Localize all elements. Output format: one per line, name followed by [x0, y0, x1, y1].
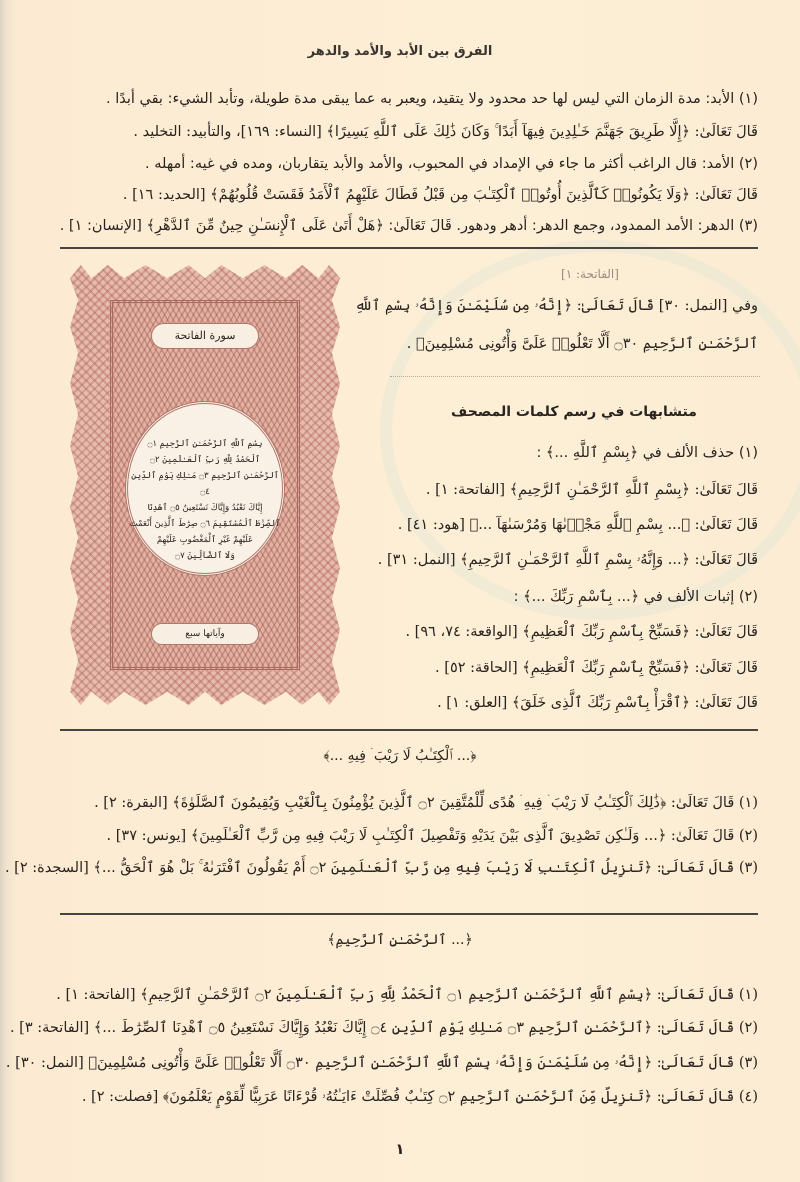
la-rayb-item-1: (١) قَالَ تَعَالَىٰ: ﴿ذَٰلِكَ ٱلْكِتَـٰبُ لَا رَيْبَ ۛ فِيهِ ۛ هُدًى لِّلْمُتَّقِينَ ۝٢ ٱلَّذِينَ يُؤْمِنُونَ بِٱلْغَيْبِ وَيُقِيمُونَ ٱلصَّلَوٰةَ﴾ [البقرة: ٢] . [94, 795, 758, 811]
rasm-item-2-verse-2: قَالَ تَعَالَىٰ: ﴿فَسَبِّحْ بِٱسْمِ رَبِّكَ ٱلْعَظِيمِ﴾ [الحاقة: ٥٢] . [435, 660, 758, 676]
divider-top [60, 247, 758, 249]
fatiha-illumination [60, 255, 350, 715]
rahman-item-2: (٢) قَالَ تَعَالَىٰ: ﴿ٱلرَّحْمَـٰنِ ٱلرَّحِيمِ ۝٣ مَـٰلِكِ يَوْمِ ٱلدِّينِ ۝٤ إِيَّاكَ نَعْبُدُ وَإِيَّاكَ نَسْتَعِينُ ۝٥ ٱهْدِنَا ٱلصِّرَٰطَ ...﴾ [الفاتحة: ٣] . [9, 1020, 758, 1036]
footnote-line-3: (٢) الأمد: قال الراغب أكثر ما جاء في الإمداد في المحبوب، والأمد والأبد يتقاربان، ومده في غيه: أمهله . [145, 156, 758, 172]
rahman-item-1: (١) قَالَ تَعَالَىٰ: ﴿بِسْمِ ٱللَّهِ ٱلرَّحْمَـٰنِ ٱلرَّحِيمِ ۝١ ٱلْحَمْدُ لِلَّهِ رَبِّ ٱلْعَـٰلَمِينَ ۝٢ ٱلرَّحْمَـٰنِ ٱلرَّحِيمِ﴾ [الفاتحة: ١] . [56, 987, 758, 1003]
footnote-line-1: (١) الأبد: مدة الزمان التي ليس لها حد محدود ولا يتقيد، ويعبر به عما يبقى مدة طويلة، وتأبد الشيء: بقي أبدًا . [105, 91, 758, 107]
dotted-separator [390, 376, 760, 377]
right-line-1: وفي [النمل: ٣٠] قَالَ تَعَالَىٰ: ﴿إِنَّهُۥ مِن سُلَيْمَـٰنَ وَإِنَّهُۥ بِسْمِ ٱللَّهِ [354, 298, 758, 314]
divider-middle [60, 729, 758, 731]
page-number: ١ [395, 1140, 405, 1158]
section-title-rahman-rahim: ﴿... ٱلرَّحْمَـٰنِ ٱلرَّحِيمِ﴾ [327, 932, 473, 948]
ornament-frame [110, 300, 300, 670]
section-title-la-rayb: ﴿... ٱلْكِتَـٰبُ لَا رَيْبَ ۛ فِيهِ ...﴾ [323, 748, 477, 764]
la-rayb-item-3: (٣) قَالَ تَعَالَىٰ: ﴿تَنزِيلُ ٱلْكِتَـٰبِ لَا رَيْبَ فِيهِ مِن رَّبِّ ٱلْعَـٰلَمِينَ ۝٢ أَمْ يَقُولُونَ ٱفْتَرَىٰهُ ۚ بَلْ هُوَ ٱلْحَقُّ ...﴾ [السجدة: ٢] . [4, 860, 758, 876]
verse-line: عَلَيْهِمْ غَيْرِ ٱلْمَغْضُوبِ عَلَيْهِمْ [156, 535, 254, 545]
rasm-item-1-verse-1: قَالَ تَعَالَىٰ: ﴿بِسْمِ ٱللَّهِ ٱلرَّحْمَـٰنِ ٱلرَّحِيمِ﴾ [الفاتحة: ١] . [425, 482, 758, 498]
rahman-item-3: (٣) قَالَ تَعَالَىٰ: ﴿إِنَّهُۥ مِن سُلَيْمَـٰنَ وَإِنَّهُۥ بِسْمِ ٱللَّهِ ٱلرَّحْمَـٰنِ ٱلرَّحِيمِ ۝٣٠ أَلَّا تَعْلُوا۟ عَلَىَّ وَأْتُونِى مُسْلِمِينَ﴾ [النمل: ٣٠] . [5, 1055, 758, 1071]
rasm-item-2-verse-1: قَالَ تَعَالَىٰ: ﴿فَسَبِّحْ بِٱسْمِ رَبِّكَ ٱلْعَظِيمِ﴾ [الواقعة: ٧٤، ٩٦] . [405, 624, 758, 640]
rasm-item-2-verse-3: قَالَ تَعَالَىٰ: ﴿ٱقْرَأْ بِٱسْمِ رَبِّكَ ٱلَّذِى خَلَقَ﴾ [العلق: ١] . [437, 695, 758, 711]
rahman-item-4: (٤) قَالَ تَعَالَىٰ: ﴿تَنزِيلٌ مِّنَ ٱلرَّحْمَـٰنِ ٱلرَّحِيمِ ۝٢ كِتَـٰبٌ فُصِّلَتْ ءَايَـٰتُهُۥ قُرْءَانًا عَرَبِيًّا لِّقَوْمٍ يَعْلَمُونَ﴾ [فصلت: ٢] . [81, 1089, 758, 1105]
verse-line: ٱلرَّحْمَـٰنِ ٱلرَّحِيمِ ۝٣ مَـٰلِكِ يَوْمِ ٱلدِّينِ ۝٤ [131, 471, 279, 497]
ref-fatiha: [الفاتحة: ١] [561, 267, 619, 281]
surah-title: سورة الفاتحة [151, 323, 259, 349]
verse-line: ٱلْحَمْدُ لِلَّهِ رَبِّ ٱلْعَـٰلَمِينَ ۝٢ [149, 455, 260, 465]
verse-line: ٱلصِّرَٰطَ ٱلْمُسْتَقِيمَ ۝٦ صِرَٰطَ ٱلَّذِينَ أَنْعَمْتَ [129, 519, 281, 529]
footnote-line-4: قَالَ تَعَالَىٰ: ﴿وَلَا يَكُونُوا۟ كَٱلَّذِينَ أُوتُوا۟ ٱلْكِتَـٰبَ مِن قَبْلُ فَطَالَ عَلَيْهِمُ ٱلْأَمَدُ فَقَسَتْ قُلُوبُهُمْ﴾ [الحديد: ١٦] . [122, 187, 758, 203]
surah-medallion [125, 401, 285, 576]
surah-footer: وآياتها سبع [151, 623, 259, 645]
la-rayb-item-2: (٢) قَالَ تَعَالَىٰ: ﴿... وَلَـٰكِن تَصْدِيقَ ٱلَّذِى بَيْنَ يَدَيْهِ وَتَفْصِيلَ ٱلْكِتَـٰبِ لَا رَيْبَ فِيهِ مِن رَّبِّ ٱلْعَـٰلَمِينَ﴾ [يونس: ٣٧] . [106, 828, 758, 844]
footnote-line-2: قَالَ تَعَالَىٰ: ﴿إِلَّا طَرِيقَ جَهَنَّمَ خَـٰلِدِينَ فِيهَآ أَبَدًا ۚ وَكَانَ ذَٰلِكَ عَلَى ٱللَّهِ يَسِيرًا﴾ [النساء: ١٦٩]، والتأبيد: التخليد . [133, 124, 758, 140]
section-subheading: متشابهات في رسم كلمات المصحف [451, 404, 697, 420]
rasm-item-1-verse-2: قَالَ تَعَالَىٰ: ﴿... بِسْمِ ٱللَّهِ مَجْر۪ىٰهَا وَمُرْسَىٰهَآ ...﴾ [هود: ٤١] . [397, 517, 758, 533]
rasm-item-1-heading: (١) حذف الألف في ﴿بِسْمِ ٱللَّهِ ...﴾ : [536, 445, 758, 461]
divider-lower [60, 913, 758, 915]
running-head: الفرق بين الأبد والأمد والدهر [307, 44, 493, 59]
verse-line: بِسْمِ ٱللَّهِ ٱلرَّحْمَـٰنِ ٱلرَّحِيمِ ۝١ [147, 439, 263, 449]
verse-line: وَلَا ٱلضَّآلِّينَ ۝٧ [175, 551, 235, 561]
right-line-2: ٱلرَّحْمَـٰنِ ٱلرَّحِيمِ ۝٣٠ أَلَّا تَعْلُوا۟ عَلَىَّ وَأْتُونِى مُسْلِمِينَ﴾ . [406, 336, 758, 352]
rasm-item-2-heading: (٢) إثبات الألف في ﴿... بِٱسْمِ رَبِّكَ ...﴾ : [513, 589, 758, 605]
rasm-item-1-verse-3: قَالَ تَعَالَىٰ: ﴿... وَإِنَّهُۥ بِسْمِ ٱللَّهِ ٱلرَّحْمَـٰنِ ٱلرَّحِيمِ﴾ [النمل: ٣١] . [377, 552, 758, 568]
footnote-line-5: (٣) الدهر: الأمد الممدود، وجمع الدهر: أدهر ودهور. قَالَ تَعَالَىٰ: ﴿هَلْ أَتَىٰ عَلَى ٱلْإِنسَـٰنِ حِينٌ مِّنَ ٱلدَّهْرِ﴾ [الإنسان: ١] . [59, 218, 758, 234]
verse-line: إِيَّاكَ نَعْبُدُ وَإِيَّاكَ نَسْتَعِينُ ۝٥ ٱهْدِنَا [147, 503, 263, 513]
